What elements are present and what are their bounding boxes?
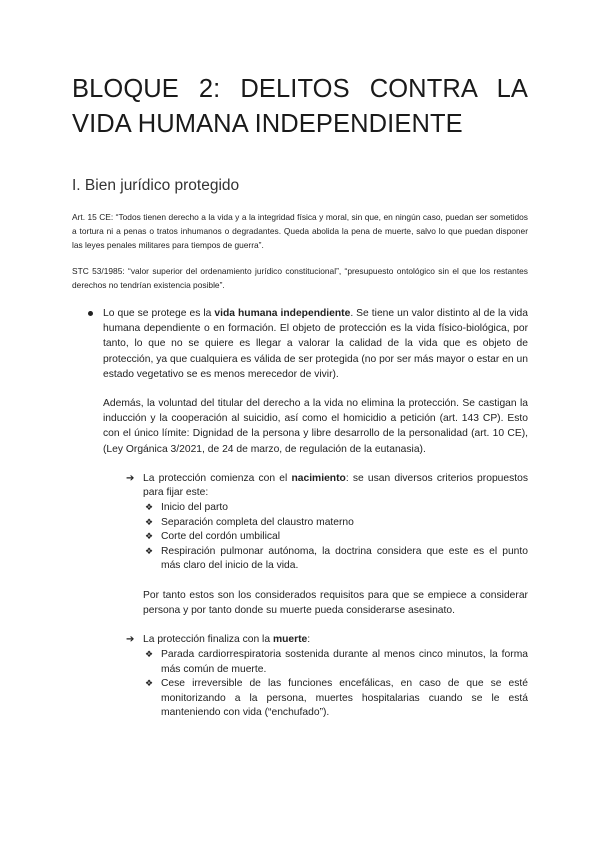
main-bullet — [72, 306, 528, 721]
arrow1-after — [103, 588, 528, 618]
list-item — [145, 501, 528, 516]
bullet-dot-icon — [88, 311, 93, 316]
text-run: . Se tiene un valor distinto al de la vida humana dependiente o en formación. El objeto de protección es la vida físico-biológica, por tanto, lo que no se quiere es llegar a valorar la calidad de la vida que es objeto de protección, ya que cualquiera es válida de ser protegida (no por ser más mayor o estar en un estado vegetativo se es menos merecedor de vivir). — [103, 308, 528, 380]
bold-run: muerte — [272, 634, 308, 646]
text-run: : se usan diversos criterios propuestos para fijar este: — [143, 472, 529, 499]
list-item — [145, 677, 528, 721]
document-title: BLOQUE 2: DELITOS CONTRA LA VIDA HUMANA INDEPENDIENTE — [72, 75, 528, 138]
after-paragraph: Por tanto estos son los considerados requisitos para que se empiece a considerar persona y por tanto donde su muerte pueda considerarse asesinato. — [143, 589, 528, 617]
list-item — [145, 545, 528, 574]
list-item — [145, 530, 528, 545]
bold-run: vida humana independiente — [214, 308, 351, 319]
list-item — [145, 516, 528, 531]
text-run: : — [307, 634, 311, 646]
list-item-text: Respiración pulmonar autónoma, la doctrina considera que este es el punto más claro del inicio de la vida. — [161, 545, 528, 572]
list-item-text: Parada cardiorrespiratoria sostenida durante al menos cinco minutos, la forma más común de muerte. — [161, 648, 528, 675]
arrow-text — [143, 633, 528, 648]
document-page — [72, 72, 528, 721]
sublist-nacimiento — [143, 501, 528, 574]
bullet-paragraph-1 — [103, 306, 528, 382]
list-item — [145, 648, 528, 677]
diamond-bullet-icon: ❖ — [145, 546, 154, 557]
arrow-text — [143, 472, 528, 501]
bullet-paragraph-2: Además, la voluntad del titular del derecho a la vida no elimina la protección. Se castigan la inducción y la cooperación al suicidio, así como el homicidio a petición (art. 143 CP). Esto con el único límite: Dignidad de la persona y libre desarrollo de la personalidad (art. 10 CE), (Ley Orgánica 3/2021, de 24 de marzo, de regulación de la eutanasia). — [103, 398, 528, 455]
text-run: La protección comienza con el — [143, 472, 292, 484]
list-item-text: Separación completa del claustro materno — [161, 516, 354, 528]
list-item-text: Cese irreversible de las funciones encefálicas, en caso de que se esté monitorizando a la persona, muertes hospitalarias cuando se le está manteniendo con vida (“enchufado”). — [161, 678, 528, 719]
section-heading: I. Bien jurídico protegido — [72, 177, 240, 194]
quote-stc: STC 53/1985: “valor superior del ordenamiento jurídico constitucional”, “presupuesto ontológico sin el que los restantes derechos no tendrían existencia posible”. — [72, 266, 528, 290]
diamond-bullet-icon: ❖ — [145, 503, 154, 514]
text-run: La protección finaliza con la — [143, 634, 273, 646]
arrow-item-nacimiento — [103, 472, 528, 574]
bold-run: nacimiento — [291, 472, 346, 484]
diamond-bullet-icon: ❖ — [145, 517, 154, 528]
arrow-right-icon: ➔ — [126, 634, 135, 646]
arrow-item-muerte — [103, 633, 528, 721]
arrow-right-icon: ➔ — [126, 472, 135, 484]
diamond-bullet-icon: ❖ — [145, 649, 154, 660]
list-item-text: Corte del cordón umbilical — [161, 531, 281, 543]
diamond-bullet-icon: ❖ — [145, 532, 154, 543]
sublist-muerte — [143, 648, 528, 721]
text-run: Lo que se protege es la — [103, 308, 215, 319]
quote-art15: Art. 15 CE: “Todos tienen derecho a la vida y a la integridad física y moral, sin que, en ningún caso, puedan ser sometidos a tortura ni a penas o tratos inhumanos o degradantes. Queda abolida la pena de muerte, salvo lo que puedan disponer las leyes penales militares para tiempos de guerra”. — [72, 212, 528, 250]
diamond-bullet-icon: ❖ — [145, 679, 154, 690]
list-item-text: Inicio del parto — [161, 502, 228, 514]
